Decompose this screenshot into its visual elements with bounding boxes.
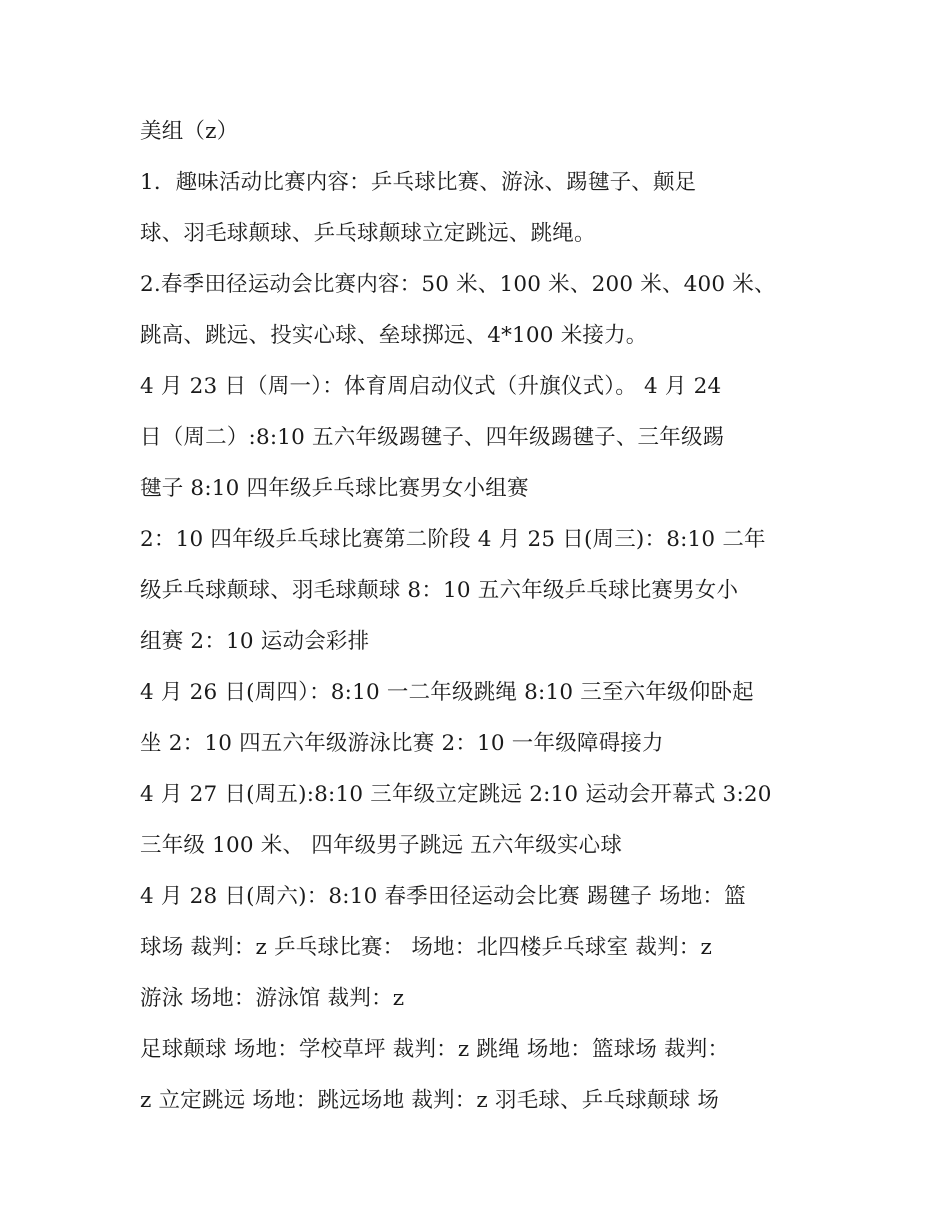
- text-line: 组赛 2：10 运动会彩排: [140, 629, 370, 654]
- text-line: 游泳 场地：游泳馆 裁判：z: [140, 986, 405, 1011]
- text-line: 4 月 23 日（周一）：体育周启动仪式（升旗仪式）。 4 月 24: [140, 374, 722, 399]
- text-line: 4 月 27 日(周五):8:10 三年级立定跳远 2:10 运动会开幕式 3:20: [140, 782, 772, 807]
- text-line-title: 美组（z）: [140, 119, 239, 144]
- text-line: 4 月 28 日(周六)：8:10 春季田径运动会比赛 踢毽子 场地：篮: [140, 884, 746, 909]
- text-line: 4 月 26 日(周四）：8:10 一二年级跳绳 8:10 三至六年级仰卧起: [140, 680, 754, 705]
- text-line: 足球颠球 场地：学校草坪 裁判：z 跳绳 场地：篮球场 裁判：: [140, 1037, 730, 1062]
- text-line: 2：10 四年级乒乓球比赛第二阶段 4 月 25 日(周三)：8:10 二年: [140, 527, 766, 552]
- text-line: 2.春季田径运动会比赛内容：50 米、100 米、200 米、400 米、: [140, 272, 776, 297]
- text-line: 坐 2：10 四五六年级游泳比赛 2：10 一年级障碍接力: [140, 731, 664, 756]
- text-line: 级乒乓球颠球、羽毛球颠球 8：10 五六年级乒乓球比赛男女小: [140, 578, 739, 603]
- text-line: 三年级 100 米、 四年级男子跳远 五六年级实心球: [140, 833, 623, 858]
- text-line: 球、羽毛球颠球、乒乓球颠球立定跳远、跳绳。: [140, 221, 596, 246]
- text-line: 毽子 8:10 四年级乒乓球比赛男女小组赛: [140, 476, 529, 501]
- text-line: 日（周二）:8:10 五六年级踢毽子、四年级踢毽子、三年级踢: [140, 425, 725, 450]
- text-line: 1．趣味活动比赛内容：乒乓球比赛、游泳、踢毽子、颠足: [140, 170, 697, 195]
- document-body: [140, 106, 820, 1126]
- text-line: z 立定跳远 场地：跳远场地 裁判：z 羽毛球、乒乓球颠球 场: [140, 1088, 720, 1113]
- text-line: 球场 裁判：z 乒乓球比赛： 场地：北四楼乒乓球室 裁判：z: [140, 935, 712, 960]
- text-line: 跳高、跳远、投实心球、垒球掷远、4*100 米接力。: [140, 323, 648, 348]
